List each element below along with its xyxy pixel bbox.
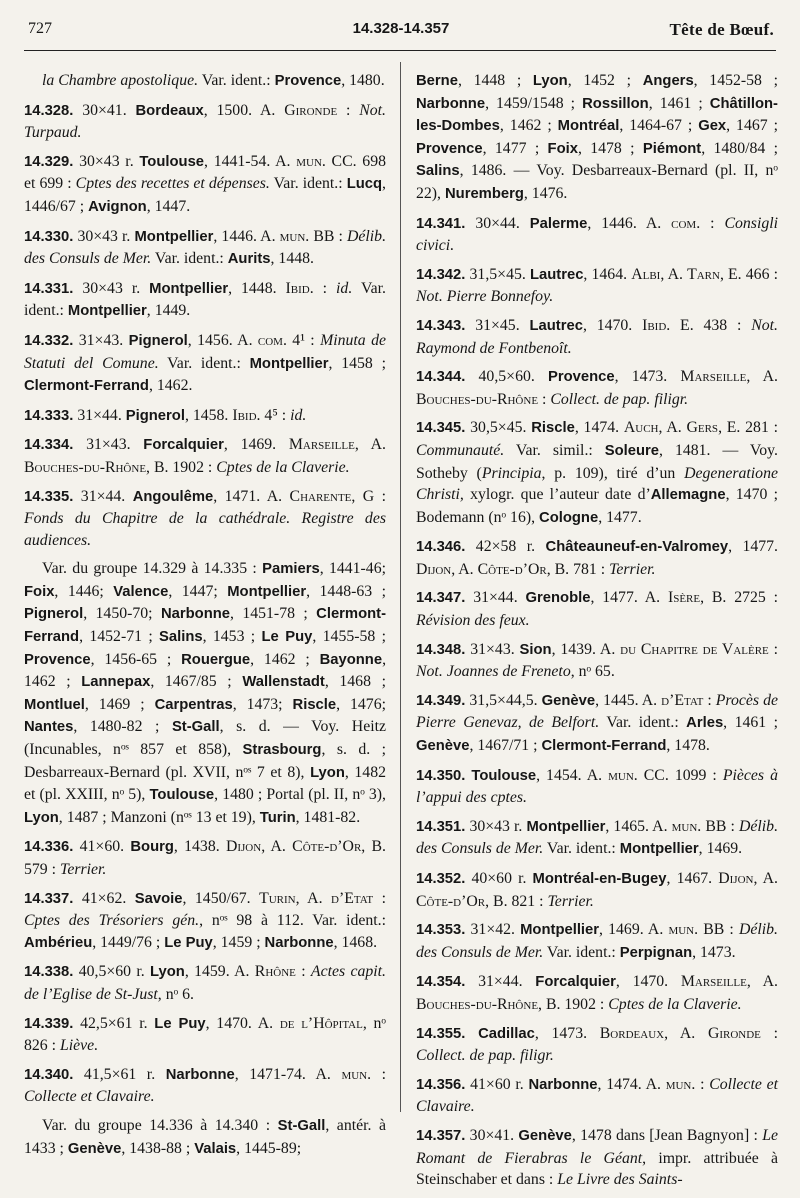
entry-14346: 14.346. 42×58 r. Châteauneuf-en-Valromey, 1477. Dijon, A. Côte-d’Or, B. 781 : Terrier. — [416, 538, 778, 578]
entry-14336: 14.336. 41×60. Bourg, 1438. Dijon, A. Côte-d’Or, B. 579 : Terrier. — [24, 838, 386, 878]
entry-14332: 14.332. 31×43. Pignerol, 1456. A. com. 4¹ : Minuta de Statuti del Comune. Var. ident.: Montpellier, 1458 ; Clermont-Ferrand, 1462. — [24, 331, 386, 395]
entry-14352: 14.352. 40×60 r. Montréal-en-Bugey, 1467. Dijon, A. Côte-d’Or, B. 821 : Terrier. — [416, 870, 778, 910]
entry-14329: 14.329. 30×43 r. Toulouse, 1441-54. A. mun. CC. 698 et 699 : Cptes des recettes et dépenses. Var. ident.: Lucq, 1446/67 ; Avignon, 1447. — [24, 152, 386, 215]
entry-14333: 14.333. 31×44. Pignerol, 1458. Ibid. 4⁵ : id. — [24, 406, 307, 424]
running-title: Tête de Bœuf. — [669, 20, 774, 39]
entry-14335: 14.335. 31×44. Angoulême, 1471. A. Charente, G : Fonds du Chapitre de la cathédrale. Registre des audiences. — [24, 487, 387, 549]
entry-14357: 14.357. 30×41. Genève, 1478 dans [Jean Bagnyon] : Le Romant de Fierabras le Géant, impr. attribuée à Steinschaber et dans : Le Livre des Saints- — [416, 1126, 778, 1189]
entry-14340: 14.340. 41,5×61 r. Narbonne, 1471-74. A. mun. : Collecte et Clavaire. — [24, 1065, 386, 1106]
entry-14331: 14.331. 30×43 r. Montpellier, 1448. Ibid. : id. Var. ident.: Montpellier, 1449. — [24, 279, 386, 320]
page-number: 727 — [28, 20, 52, 37]
entry-14349: 14.349. 31,5×44,5. Genève, 1445. A. d’Etat : Procès de Pierre Genevaz, de Belfort. Var. ident.: Arles, 1461 ; Genève, 1467/71 ; Clermont-Ferrand, 1478. — [416, 691, 779, 755]
entry-14328: 14.328. 30×41. Bordeaux, 1500. A. Gironde : Not. Turpaud. — [24, 101, 386, 142]
right-column — [416, 70, 778, 1198]
entry-14344: 14.344. 40,5×60. Provence, 1473. Marseille, A. Bouches-du-Rhône : Collect. de pap. filigr. — [416, 368, 778, 408]
entry-14354: 14.354. 31×44. Forcalquier, 1470. Marseille, A. Bouches-du-Rhône, B. 1902 : Cptes de la Claverie. — [416, 973, 779, 1013]
entry-14334: 14.334. 31×43. Forcalquier, 1469. Marseille, A. Bouches-du-Rhône, B. 1902 : Cptes de la Claverie. — [24, 436, 387, 476]
entry-14339: 14.339. 42,5×61 r. Le Puy, 1470. A. de l’Hôpital, nᵒ 826 : Liève. — [24, 1014, 386, 1055]
header-rule — [24, 50, 776, 51]
entry-14345: 14.345. 30,5×45. Riscle, 1474. Auch, A. Gers, E. 281 : Communauté. Var. simil.: Soleure, 1481. — Voy. Sotheby (Principia, p. 109), tiré d’un Degeneratione Christi, xylogr. que l’auteur date d’Allemagne, 1470 ; Bodemann (nᵒ 16), Cologne, 1477. — [416, 419, 778, 526]
group-variants-14336-14340: Var. du groupe 14.336 à 14.340 : St-Gall, antér. à 1433 ; Genève, 1438-88 ; Valais, 1445-89; — [24, 1116, 386, 1157]
entry-14337: 14.337. 41×62. Savoie, 1450/67. Turin, A. d’Etat : Cptes des Trésoriers gén., nᵒˢ 98 à 112. Var. ident.: Ambérieu, 1449/76 ; Le Puy, 1459 ; Narbonne, 1468. — [24, 889, 387, 951]
continued-variants: Berne, 1448 ; Lyon, 1452 ; Angers, 1452-58 ; Narbonne, 1459/1548 ; Rossillon, 1461 ; Châtillon-les-Dombes, 1462 ; Montréal, 1464-67 ; Gex, 1467 ; Provence, 1477 ; Foix, 1478 ; Piémont, 1480/84 ; Salins, 1486. — Voy. Desbarreaux-Bernard (pl. II, nᵒ 22), Nuremberg, 1476. — [416, 72, 779, 202]
entry-14338: 14.338. 40,5×60 r. Lyon, 1459. A. Rhône : Actes capit. de l’Eglise de St-Just, nᵒ 6. — [24, 963, 386, 1003]
entry-14341: 14.341. 30×44. Palerme, 1446. A. com. : Consigli civici. — [416, 214, 779, 255]
left-column — [24, 70, 386, 1167]
group-variants-14329-14335: Var. du groupe 14.329 à 14.335 : Pamiers, 1441-46; Foix, 1446; Valence, 1447; Montpellier, 1448-63 ; Pignerol, 1450-70; Narbonne, 1451-78 ; Clermont-Ferrand, 1452-71 ; Salins, 1453 ; Le Puy, 1455-58 ; Provence, 1456-65 ; Rouergue, 1462 ; Bayonne, 1462 ; Lannepax, 1467/85 ; Wallenstadt, 1468 ; Montluel, 1469 ; Carpentras, 1473; Riscle, 1476; Nantes, 1480-82 ; St-Gall, s. d. — Voy. Heitz (Incunables, nᵒˢ 857 et 858), Strasbourg, s. d. ; Desbarreaux-Bernard (pl. XVII, nᵒˢ 7 et 8), Lyon, 1482 et (pl. XXIII, nᵒ 5), Toulouse, 1480 ; Portal (pl. II, nᵒ 3), Lyon, 1487 ; Manzoni (nᵒˢ 13 et 19), Turin, 1481-82. — [24, 560, 387, 826]
continued-entry: la Chambre apostolique. Var. ident.: Provence, 1480. — [42, 72, 385, 89]
entry-range: 14.328-14.357 — [352, 20, 450, 37]
entry-14353: 14.353. 31×42. Montpellier, 1469. A. mun. BB : Délib. des Consuls de Mer. Var. ident.: Perpignan, 1473. — [416, 921, 778, 961]
entry-14343: 14.343. 31×45. Lautrec, 1470. Ibid. E. 438 : Not. Raymond de Fontbenoît. — [416, 316, 778, 357]
entry-14342: 14.342. 31,5×45. Lautrec, 1464. Albi, A. Tarn, E. 466 : Not. Pierre Bonnefoy. — [416, 265, 778, 306]
running-header — [28, 20, 774, 50]
entry-14350: 14.350. Toulouse, 1454. A. mun. CC. 1099 : Pièces à l’appui des cptes. — [416, 766, 778, 807]
column-divider — [400, 62, 401, 1112]
entry-14356: 14.356. 41×60 r. Narbonne, 1474. A. mun. : Collecte et Clavaire. — [416, 1075, 778, 1116]
entry-14348: 14.348. 31×43. Sion, 1439. A. du Chapitre de Valère : Not. Joannes de Freneto, nᵒ 65. — [416, 640, 779, 681]
entry-14351: 14.351. 30×43 r. Montpellier, 1465. A. mun. BB : Délib. des Consuls de Mer. Var. ident.: Montpellier, 1469. — [416, 817, 779, 858]
entry-14355: 14.355. Cadillac, 1473. Bordeaux, A. Gironde : Collect. de pap. filigr. — [416, 1024, 779, 1065]
entry-14330: 14.330. 30×43 r. Montpellier, 1446. A. mun. BB : Délib. des Consuls de Mer. Var. ident.: Aurits, 1448. — [24, 227, 387, 268]
entry-14347: 14.347. 31×44. Grenoble, 1477. A. Isère, B. 2725 : Révision des feux. — [416, 589, 779, 630]
